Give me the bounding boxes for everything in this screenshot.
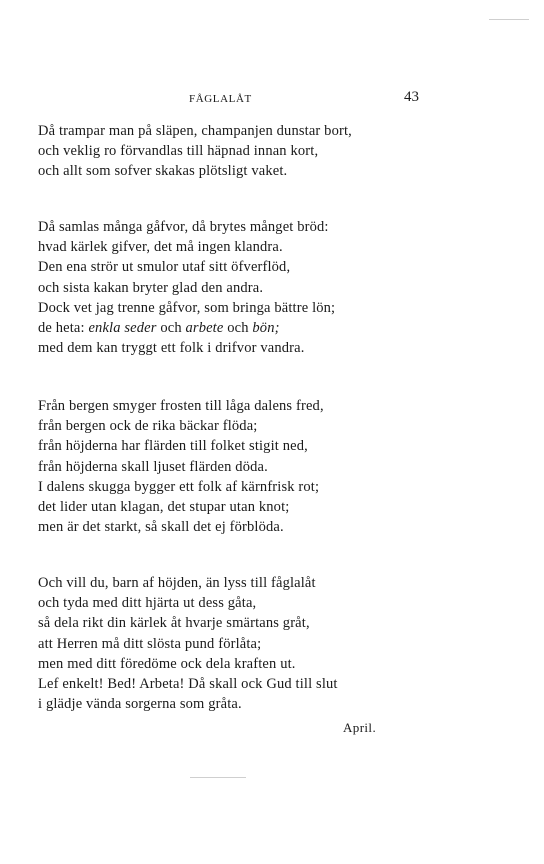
poem-line: men med ditt föredöme ock dela kraften ut. [38,655,296,672]
poem-line: och tyda med ditt hjärta ut dess gåta, [38,595,257,612]
line-text: och [156,319,186,336]
italic-phrase: enkla seder [88,319,157,336]
poem-line: och sista kakan bryter glad den andra. [38,279,264,296]
stanza-4 [38,573,438,714]
poem-line: från höjderna skall ljuset flärden döda. [38,458,268,475]
poem-line: hvad kärlek gifver, det må ingen klandra. [38,239,283,256]
page-title: FÅGLALÅT [189,93,252,105]
poem-line: och veklig ro förvandlas till häpnad innan kort, [38,143,319,160]
scan-artifact [190,777,246,778]
stanza-1 [38,121,438,182]
poem-line: med dem kan tryggt ett folk i drifvor vandra. [38,340,305,357]
poem-line: Dock vet jag trenne gåfvor, som bringa bättre lön; [38,299,336,316]
poem-line: Då trampar man på släpen, champanjen dunstar bort, [38,123,352,139]
page-number: 43 [404,89,419,105]
poem-line: Och vill du, barn af höjden, än lyss till fåglalåt [38,575,316,591]
italic-phrase: bön; [252,319,280,336]
line-text: de heta: [38,319,89,336]
poem-line: i glädje vända sorgerna som gråta. [38,696,242,713]
poem-line: I dalens skugga bygger ett folk af kärnfrisk rot; [38,478,320,495]
poem-line: Lef enkelt! Bed! Arbeta! Då skall ock Gud till slut [38,675,338,692]
scan-artifact [489,19,529,20]
stanza-2 [38,217,438,358]
poem-line: Den ena strör ut smulor utaf sitt öfverflöd, [38,259,291,276]
poem-line: så dela rikt din kärlek åt hvarje smärtans gråt, [38,615,310,632]
stanza-3 [38,396,438,537]
poem-line: det lider utan klagan, det stupar utan knot; [38,498,290,515]
line-text: och [223,319,253,336]
poem-line: men är det starkt, så skall det ej förblöda. [38,519,284,536]
poem-line: Då samlas många gåfvor, då brytes månget bröd: [38,219,329,235]
signature-date: April. [343,720,377,735]
running-head [0,89,544,109]
poem-line-mixed [38,318,438,338]
poem-line: och allt som sofver skakas plötsligt vaket. [38,163,288,180]
italic-phrase: arbete [185,319,224,336]
poem-line: från bergen ock de rika bäckar flöda; [38,418,258,435]
poem-line: från höjderna har flärden till folket stigit ned, [38,438,308,455]
poem-line: Från bergen smyger frosten till låga dalens fred, [38,398,324,414]
poem-line: att Herren må ditt slösta pund förlåta; [38,635,262,652]
